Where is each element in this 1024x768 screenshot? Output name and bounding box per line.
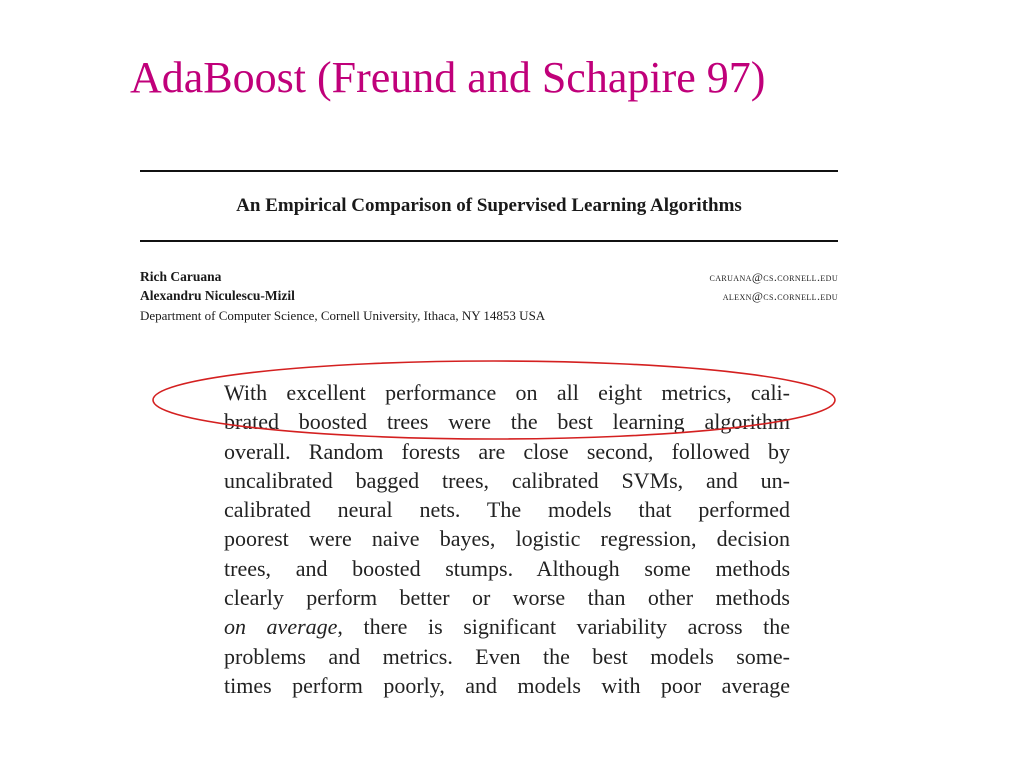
author-email-1: caruana@cs.cornell.edu [709, 270, 838, 284]
abstract-line: brated boosted trees were the best learning algorithm [224, 409, 790, 435]
author-name-2: Alexandru Niculescu-Mizil [140, 288, 295, 303]
line-remainder: , there is significant variability across the [337, 614, 791, 640]
abstract-text [224, 378, 790, 700]
abstract-line-mixed [224, 612, 790, 641]
paper-title: An Empirical Comparison of Supervised Learning Algorithms [236, 195, 742, 216]
abstract-line: uncalibrated bagged trees, calibrated SVMs, and un- [224, 467, 790, 493]
abstract-line: times perform poorly, and models with poor average [224, 672, 790, 698]
abstract-line: overall. Random forests are close second, followed by [224, 438, 790, 464]
bottom-rule [140, 240, 838, 242]
abstract-line: calibrated neural nets. The models that performed [224, 497, 790, 523]
italic-phrase: on average [224, 614, 338, 640]
abstract-line: problems and metrics. Even the best models some- [224, 643, 790, 669]
paper-excerpt [140, 170, 838, 700]
author-email-2: alexn@cs.cornell.edu [722, 289, 838, 303]
author-name-1: Rich Caruana [140, 269, 222, 284]
abstract-line: clearly perform better or worse than other methods [224, 585, 790, 611]
abstract-line: poorest were naive bayes, logistic regression, decision [224, 526, 790, 552]
abstract-line: With excellent performance on all eight metrics, cali- [224, 380, 790, 405]
slide-title: AdaBoost (Freund and Schapire 97) [130, 53, 766, 102]
abstract-line: trees, and boosted stumps. Although some methods [224, 555, 790, 581]
affiliation: Department of Computer Science, Cornell University, Ithaca, NY 14853 USA [140, 308, 546, 323]
top-rule [140, 170, 838, 172]
